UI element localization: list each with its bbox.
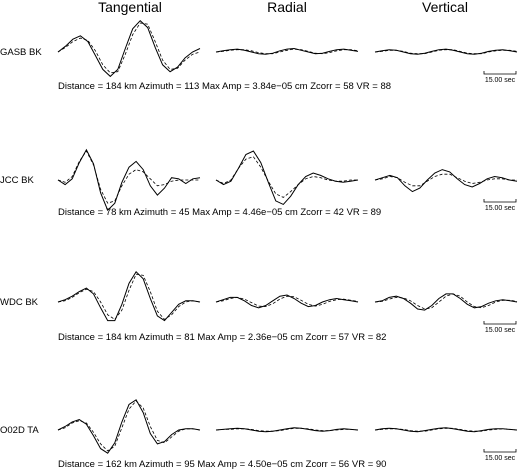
- station-label: O02D TA: [0, 425, 39, 436]
- station-row: [0, 272, 517, 343]
- time-scale-label: 15.00 sec: [484, 77, 516, 84]
- time-scale-label: 15.00 sec: [484, 455, 516, 462]
- station-info: Distance = 162 km Azimuth = 95 Max Amp = 4.50e−05 cm Zcorr = 56 VR = 90: [58, 459, 387, 470]
- radial-observed-trace: [216, 295, 358, 308]
- radial-synthetic-trace: [216, 296, 358, 306]
- station-label: JCC BK: [0, 175, 34, 186]
- station-row: [0, 400, 517, 470]
- column-title-radial: Radial: [267, 0, 307, 15]
- station-rows: [0, 21, 517, 470]
- time-scale-bar: [484, 199, 516, 202]
- column-title-tangential: Tangential: [98, 0, 162, 15]
- column-title-vertical: Vertical: [422, 0, 468, 15]
- tangential-synthetic-trace: [58, 274, 200, 319]
- tangential-synthetic-trace: [58, 151, 200, 203]
- station-row: [0, 21, 517, 92]
- time-scale-bar: [484, 449, 516, 452]
- station-label: GASB BK: [0, 47, 42, 58]
- station-info: Distance = 184 km Azimuth = 81 Max Amp = 2.36e−05 cm Zcorr = 57 VR = 82: [58, 332, 387, 343]
- station-info: Distance = 184 km Azimuth = 113 Max Amp = 3.84e−05 cm Zcorr = 58 VR = 88: [58, 81, 392, 92]
- vertical-observed-trace: [375, 170, 517, 192]
- tangential-observed-trace: [58, 272, 200, 321]
- tangential-observed-trace: [58, 400, 200, 453]
- time-scale-bar: [484, 321, 516, 324]
- vertical-observed-trace: [375, 294, 517, 310]
- radial-observed-trace: [216, 151, 358, 204]
- vertical-synthetic-trace: [375, 174, 517, 186]
- time-scale-label: 15.00 sec: [484, 205, 516, 212]
- tangential-observed-trace: [58, 21, 200, 77]
- station-row: [0, 150, 517, 218]
- radial-synthetic-trace: [216, 157, 358, 198]
- tangential-synthetic-trace: [58, 401, 200, 451]
- tangential-observed-trace: [58, 150, 200, 210]
- time-scale-bar: [484, 71, 516, 74]
- time-scale-label: 15.00 sec: [484, 327, 516, 334]
- station-info: Distance = 78 km Azimuth = 45 Max Amp = 4.46e−05 cm Zcorr = 42 VR = 89: [58, 207, 382, 218]
- station-label: WDC BK: [0, 297, 38, 308]
